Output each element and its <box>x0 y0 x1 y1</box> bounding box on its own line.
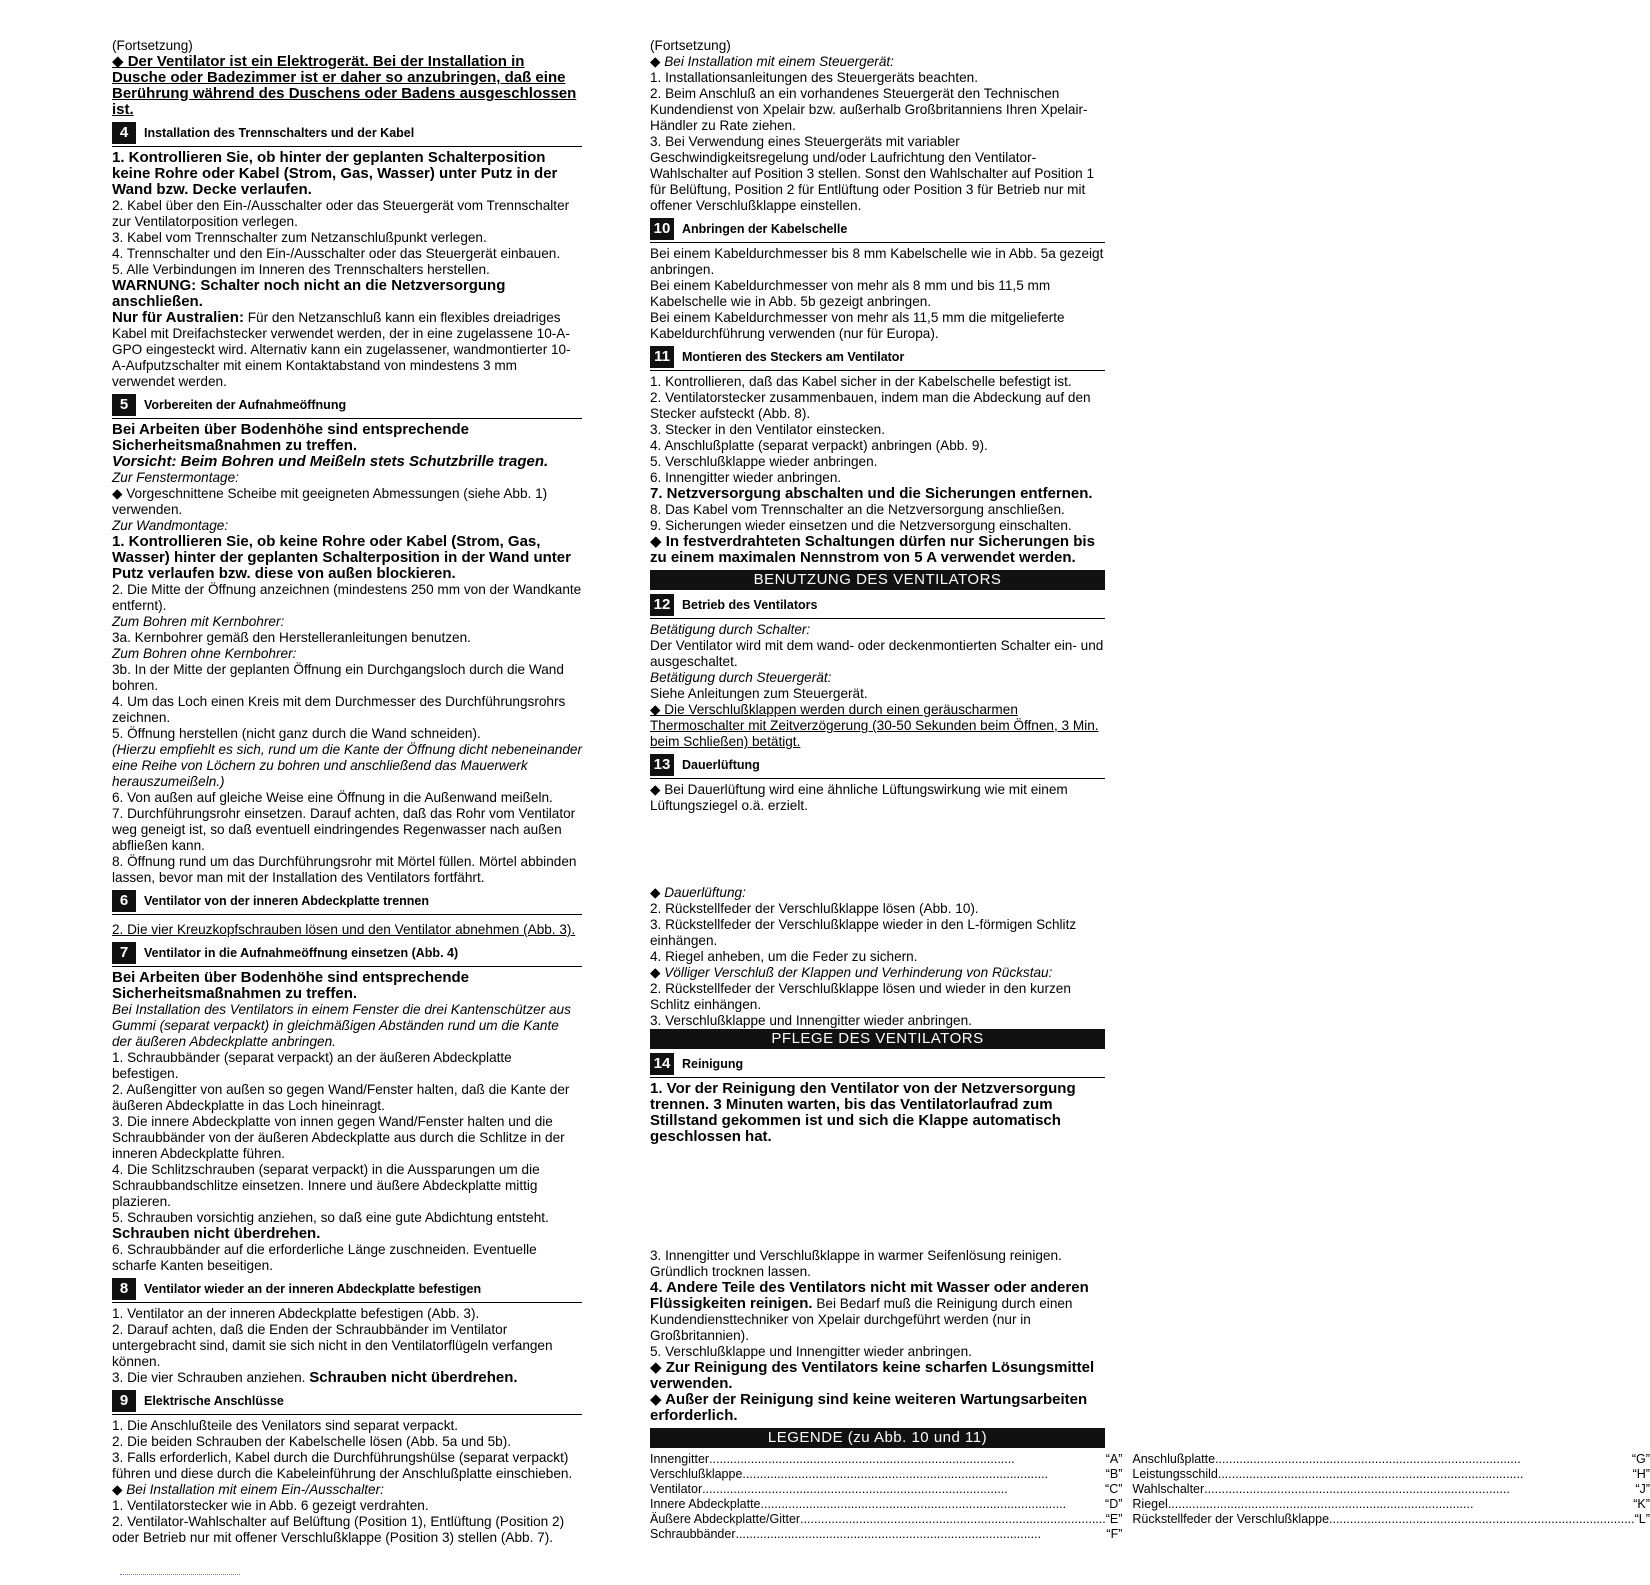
step-text: 3. Rückstellfeder der Verschlußklappe wieder in den L-förmigen Schlitz einhängen. <box>650 917 1077 948</box>
legend-item-code: “G” <box>1631 1452 1650 1466</box>
section-number: 13 <box>650 754 674 776</box>
step-text: 3b. In der Mitte der geplanten Öffnung ein Durchgangsloch durch die Wand bohren. <box>112 662 564 693</box>
step-text: 4. Um das Loch einen Kreis mit dem Durchmesser des Durchführungsrohrs zeichnen. <box>112 694 566 725</box>
step-text: 8. Öffnung rund um das Durchführungsrohr mit Mörtel füllen. Mörtel abbinden lassen, bevor man mit der Installation des Ventilators fortfährt. <box>112 854 577 885</box>
legend-item-name: Schraubbänder <box>650 1527 736 1541</box>
legend-item-name: Verschlußklappe <box>650 1467 743 1481</box>
legend-item-code: “J” <box>1635 1482 1650 1496</box>
legend-dot-leader <box>1215 1452 1632 1467</box>
section-title: Anbringen der Kabelschelle <box>682 222 848 236</box>
step-text: 3. Stecker in den Ventilator einstecken. <box>650 422 886 437</box>
legend-item-code: “H” <box>1632 1467 1650 1481</box>
australia-label: Nur für Australien: <box>112 309 244 326</box>
legend-dot-leader <box>1329 1512 1635 1527</box>
step-text: 5. Schrauben vorsichtig anziehen, so daß eine gute Abdichtung entsteht. <box>112 1210 549 1225</box>
step-text: 2. Rückstellfeder der Verschlußklappe lösen und wieder in den kurzen Schlitz einhängen. <box>650 981 1071 1012</box>
legend-dot-leader <box>735 1527 1106 1542</box>
subheading: ◆ Bei Installation mit einem Steuergerät: <box>650 54 894 69</box>
section-11-header <box>650 346 1105 371</box>
step-text: ◆ Bei Dauerlüftung wird eine ähnliche Lüftungswirkung wie mit einem Lüftungsziegel o.ä. erzielt. <box>650 782 1068 813</box>
section-number: 4 <box>112 122 136 144</box>
subheading: Betätigung durch Schalter: <box>650 622 811 637</box>
step-text: 2. Außengitter von außen so gegen Wand/Fenster halten, daß die Kante der äußeren Abdeckplatte in das Loch hineinragt. <box>112 1082 570 1113</box>
step-text <box>650 1280 1105 1344</box>
step-text: 2. Beim Anschluß an ein vorhandenes Steuergerät den Technischen Kundendienst von Xpelair bzw. außerhalb Großbritanniens Ihren Xpelair-Händler zu Rate ziehen. <box>650 86 1088 133</box>
legend-item <box>1132 1512 1650 1527</box>
step-text: 2. Die Mitte der Öffnung anzeichnen (mindestens 250 mm von der Wandkante entfernt). <box>112 582 582 613</box>
step-text: 6. Innengitter wieder anbringen. <box>650 470 842 485</box>
legend-banner: LEGENDE (zu Abb. 10 und 11) <box>650 1428 1105 1448</box>
section-12-header <box>650 594 1105 619</box>
warning-text: 1. Vor der Reinigung den Ventilator von der Netzversorgung trennen. 3 Minuten warten, bis das Ventilatorlaufrad zum Stillstand gekommen ist und sich die Klappe automatisch geschlossen hat. <box>650 1080 1076 1145</box>
section-number: 14 <box>650 1053 674 1075</box>
step-text: 1. Installationsanleitungen des Steuergeräts beachten. <box>650 70 978 85</box>
section-4-header <box>112 122 582 147</box>
step-text: 1. Die Anschlußteile des Venilators sind separat verpackt. <box>112 1418 459 1433</box>
australia-note <box>112 310 582 390</box>
section-7-header <box>112 942 582 967</box>
hint-text: Bei Installation des Ventilators in einem Fenster die drei Kantenschützer aus Gummi (separat verpackt) in gleichmäßigen Abständen rund um die Kante der äußeren Abdeckplatte anbringen. <box>112 1002 571 1049</box>
section-number: 11 <box>650 346 674 368</box>
section-title: Reinigung <box>682 1057 744 1071</box>
subheading: ◆ Völliger Verschluß der Klappen und Verhinderung von Rückstau: <box>650 965 1053 980</box>
step-text: 5. Verschlußklappe und Innengitter wieder anbringen. <box>650 1344 972 1359</box>
step-text: 2. Ventilator-Wahlschalter auf Belüftung (Position 1), Entlüftung (Position 2) oder Betrieb nur mit offener Verschlußklappe (Position 3) stellen (Abb. 7). <box>112 1514 565 1545</box>
legend-item-name: Riegel <box>1132 1497 1168 1511</box>
legend-item-code: “E” <box>1105 1512 1123 1526</box>
section-title: Betrieb des Ventilators <box>682 598 818 612</box>
section-title: Dauerlüftung <box>682 758 760 772</box>
legend-item-code: “C” <box>1105 1482 1123 1496</box>
step-text: 1. Kontrollieren, daß das Kabel sicher in der Kabelschelle befestigt ist. <box>650 374 1072 389</box>
legend-item-name: Innengitter <box>650 1452 710 1466</box>
section-number: 9 <box>112 1390 136 1412</box>
step-text: 4. Die Schlitzschrauben (separat verpackt) in die Aussparungen um die Schraubbandschlitze einsetzen. Innere und äußere Abdeckplatte mittig plazieren. <box>112 1162 540 1209</box>
legend-item <box>650 1512 1122 1527</box>
step-part: Bei Bedarf muß die Reinigung durch einen Kundendiensttechniker von Xpelair durchgeführt werden (nur in Großbritannien). <box>650 1296 1073 1343</box>
legend-item <box>1132 1482 1650 1497</box>
section-banner: BENUTZUNG DES VENTILATORS <box>650 570 1105 590</box>
step-text: 7. Durchführungsrohr einsetzen. Darauf achten, daß das Rohr vom Ventilator weg geneigt ist, so daß eventuell eindringendes Regenwasser nach außen abfließen kann. <box>112 806 576 853</box>
legend-dot-leader <box>1168 1497 1633 1512</box>
legend-dot-leader <box>800 1512 1106 1527</box>
step-text: 6. Schraubbänder auf die erforderliche Länge zuschneiden. Eventuelle scharfe Kanten beseitigen. <box>112 1242 537 1273</box>
subheading: Zur Fenstermontage: <box>112 470 239 485</box>
section-title: Vorbereiten der Aufnahmeöffnung <box>144 398 347 412</box>
legend-item-code: “L” <box>1634 1512 1650 1526</box>
step-text: 2. Die beiden Schrauben der Kabelschelle lösen (Abb. 5a und 5b). <box>112 1434 512 1449</box>
step-text: 4. Anschlußplatte (separat verpackt) anbringen (Abb. 9). <box>650 438 988 453</box>
legend-item-code: “K” <box>1633 1497 1650 1511</box>
legend-item-code: “A” <box>1105 1452 1123 1466</box>
step-text: 5. Alle Verbindungen im Inneren des Trennschalters herstellen. <box>112 262 490 277</box>
step-text: Siehe Anleitungen zum Steuergerät. <box>650 686 868 701</box>
right-column-top <box>650 38 1105 814</box>
legend-item-name: Wahlschalter <box>1132 1482 1205 1496</box>
section-title: Ventilator wieder an der inneren Abdeckplatte befestigen <box>144 1282 482 1296</box>
legend-item <box>650 1497 1122 1512</box>
step-text: 3. Innengitter und Verschlußklappe in warmer Seifenlösung reinigen. Gründlich trocknen lassen. <box>650 1248 1062 1279</box>
note-text: ◆ Die Verschlußklappen werden durch einen geräuscharmen Thermoschalter mit Zeitverzögerung (30-50 Sekunden beim Öffnen, 3 Min. beim Schließen) betätigt. <box>650 702 1099 749</box>
warning-paragraph: ◆ Der Ventilator ist ein Elektrogerät. Bei der Installation in Dusche oder Badezimmer ist er daher so anzubringen, daß eine Berührung während des Duschens oder Badens ausgeschlossen ist. <box>112 53 577 118</box>
step-text: 1. Kontrollieren Sie, ob hinter der geplanten Schalterposition keine Rohre oder Kabel (Strom, Gas, Wasser) unter Putz in der Wand bzw. Decke verlaufen. <box>112 149 558 198</box>
legend-item-name: Äußere Abdeckplatte/Gitter <box>650 1512 801 1526</box>
step-text: 2. Kabel über den Ein-/Ausschalter oder das Steuergerät vom Trennschalter zur Ventilatorposition verlegen. <box>112 198 570 229</box>
legend-item <box>1132 1467 1650 1482</box>
legend-item-code: “F” <box>1106 1527 1123 1541</box>
legend-dot-leader <box>1218 1467 1633 1482</box>
section-14-header <box>650 1053 1105 1078</box>
legend-item <box>650 1467 1122 1482</box>
legend-item-code: “B” <box>1105 1467 1123 1481</box>
step-text: 5. Verschlußklappe wieder anbringen. <box>650 454 878 469</box>
step-text: 6. Von außen auf gleiche Weise eine Öffnung in die Außenwand meißeln. <box>112 790 553 805</box>
section-title: Installation des Trennschalters und der Kabel <box>144 126 415 140</box>
step-text: 2. Rückstellfeder der Verschlußklappe lösen (Abb. 10). <box>650 901 979 916</box>
section-number: 10 <box>650 218 674 240</box>
warning-text: 7. Netzversorgung abschalten und die Sicherungen entfernen. <box>650 485 1093 502</box>
step-text: 1. Ventilatorstecker wie in Abb. 6 gezeigt verdrahten. <box>112 1498 429 1513</box>
step-text: 9. Sicherungen wieder einsetzen und die Netzversorgung einschalten. <box>650 518 1072 533</box>
legend-item-name: Rückstellfeder der Verschlußklappe <box>1132 1512 1330 1526</box>
right-column-cleaning <box>650 1248 1650 1542</box>
step-text: 3. Falls erforderlich, Kabel durch die Durchführungshülse (separat verpackt) führen und diese durch die Kabeleinführung der Anschlußplatte einschieben. <box>112 1450 573 1481</box>
subheading: Zum Bohren mit Kernbohrer: <box>112 614 285 629</box>
step-text: 3. Bei Verwendung eines Steuergeräts mit variabler Geschwindigkeitsregelung und/oder Laufrichtung den Ventilator-Wahlschalter auf Position 3 stellen. Sonst den Wahlschalter auf Position 1 für Belüftung, Position 2 für Entlüftung oder Position 3 für Betrieb nur mit offener Verschlußklappe einstellen. <box>650 134 1095 213</box>
step-text <box>112 1370 582 1386</box>
legend-item <box>650 1482 1122 1497</box>
step-text: 1. Schraubbänder (separat verpackt) an der äußeren Abdeckplatte befestigen. <box>112 1050 512 1081</box>
section-number: 8 <box>112 1278 136 1300</box>
section-title: Ventilator in die Aufnahmeöffnung einsetzen (Abb. 4) <box>144 946 459 960</box>
section-number: 5 <box>112 394 136 416</box>
legend-item-name: Leistungsschild <box>1132 1467 1218 1481</box>
section-9-header <box>112 1390 582 1415</box>
section-8-header <box>112 1278 582 1303</box>
step-text: 3a. Kernbohrer gemäß den Herstelleranleitungen benutzen. <box>112 630 471 645</box>
step-text: 2. Ventilatorstecker zusammenbauen, indem man die Abdeckung auf den Stecker aufsteckt (Abb. 8). <box>650 390 1091 421</box>
step-text: 4. Riegel anheben, um die Feder zu sichern. <box>650 949 918 964</box>
warning-text: ◆ Zur Reinigung des Ventilators keine scharfen Lösungsmittel verwenden. <box>650 1359 1095 1392</box>
right-column-bottom <box>650 885 1105 1145</box>
step-text: 4. Trennschalter und den Ein-/Ausschalter oder das Steuergerät einbauen. <box>112 246 561 261</box>
hint-text: (Hierzu empfiehlt es sich, rund um die Kante der Öffnung dicht nebeneinander eine Reihe von Löchern zu bohren und anschließend das Mauerwerk herauszumeißeln.) <box>112 742 583 789</box>
section-5-header <box>112 394 582 419</box>
warning-part: 4. Andere Teile des Ventilators nicht mit Wasser oder anderen Flüssigkeiten reinigen. <box>650 1279 1089 1312</box>
legend-item <box>1132 1452 1650 1467</box>
step-text: Der Ventilator wird mit dem wand- oder deckenmontierten Schalter ein- und ausgeschaltet. <box>650 638 1104 669</box>
legend-item-code: “D” <box>1105 1497 1123 1511</box>
safety-text: Bei Arbeiten über Bodenhöhe sind entsprechende Sicherheitsmaßnahmen zu treffen. <box>112 421 469 454</box>
left-column-top <box>112 38 582 918</box>
section-6-header <box>112 890 582 915</box>
legend-dot-leader <box>1204 1482 1635 1497</box>
left-column-bottom <box>112 922 582 1546</box>
section-title: Elektrische Anschlüsse <box>144 1394 284 1408</box>
warning-text: ◆ In festverdrahteten Schaltungen dürfen nur Sicherungen bis zu einem maximalen Nennstrom von 5 A verwendet werden. <box>650 533 1095 566</box>
warning-part: Schrauben nicht überdrehen. <box>309 1369 518 1386</box>
subheading: Betätigung durch Steuergerät: <box>650 670 832 685</box>
step-text: Bei einem Kabeldurchmesser bis 8 mm Kabelschelle wie in Abb. 5a gezeigt anbringen. Bei einem Kabeldurchmesser von mehr als 8 mm und bis 11,5 mm Kabelschelle wie in Abb. 5b gezeigt anbringen. Bei einem Kabeldurchmesser von mehr als 11,5 mm die mitgelieferte Kabeldurchführung verwenden (nur für Europa). <box>650 246 1104 341</box>
legend-dot-leader <box>742 1467 1105 1482</box>
step-text: 1. Kontrollieren Sie, ob keine Rohre oder Kabel (Strom, Gas, Wasser) hinter der geplanten Schalterposition in der Wand unter Putz verlaufen bzw. diese von außen blockieren. <box>112 533 571 582</box>
warning-text: WARNUNG: Schalter noch nicht an die Netzversorgung anschließen. <box>112 277 506 310</box>
section-banner: PFLEGE DES VENTILATORS <box>650 1029 1105 1049</box>
safety-text: Bei Arbeiten über Bodenhöhe sind entsprechende Sicherheitsmaßnahmen zu treffen. <box>112 969 469 1002</box>
legend-list <box>650 1452 1650 1542</box>
section-title: Ventilator von der inneren Abdeckplatte trennen <box>144 894 430 908</box>
section-13-header <box>650 754 1105 779</box>
legend-item-name: Anschlußplatte <box>1132 1452 1216 1466</box>
step-text: 1. Ventilator an der inneren Abdeckplatte befestigen (Abb. 3). <box>112 1306 480 1321</box>
subheading: Zum Bohren ohne Kernbohrer: <box>112 646 297 661</box>
continuation-label: (Fortsetzung) <box>650 38 731 53</box>
legend-item-name: Innere Abdeckplatte <box>650 1497 761 1511</box>
legend-item <box>650 1527 1122 1542</box>
step-text: 2. Die vier Kreuzkopfschrauben lösen und den Ventilator abnehmen (Abb. 3). <box>112 922 576 937</box>
warning-text: Schrauben nicht überdrehen. <box>112 1225 321 1242</box>
section-number: 7 <box>112 942 136 964</box>
section-10-header <box>650 218 1105 243</box>
step-text: ◆ Vorgeschnittene Scheibe mit geeigneten Abmessungen (siehe Abb. 1) verwenden. <box>112 486 548 517</box>
subheading: ◆ Dauerlüftung: <box>650 885 746 900</box>
subheading: Zur Wandmontage: <box>112 518 229 533</box>
step-text: 3. Verschlußklappe und Innengitter wieder anbringen. <box>650 1013 972 1028</box>
step-text: 8. Das Kabel vom Trennschalter an die Netzversorgung anschließen. <box>650 502 1065 517</box>
step-part: 3. Die vier Schrauben anziehen. <box>112 1370 310 1385</box>
step-text: 2. Darauf achten, daß die Enden der Schraubbänder im Ventilator untergebracht sind, damit sie sich nicht in den Ventilatorflügeln verfangen können. <box>112 1322 553 1369</box>
section-title: Montieren des Steckers am Ventilator <box>682 350 905 364</box>
continuation-label: (Fortsetzung) <box>112 38 193 53</box>
step-text: 5. Öffnung herstellen (nicht ganz durch die Wand schneiden). <box>112 726 481 741</box>
caution-text: Vorsicht: Beim Bohren und Meißeln stets Schutzbrille tragen. <box>112 453 549 470</box>
legend-item-name: Ventilator <box>650 1482 703 1496</box>
legend-dot-leader <box>709 1452 1106 1467</box>
warning-text: ◆ Außer der Reinigung sind keine weiteren Wartungsarbeiten erforderlich. <box>650 1391 1088 1424</box>
legend-dot-leader <box>702 1482 1105 1497</box>
step-text: 3. Die innere Abdeckplatte von innen gegen Wand/Fenster halten und die Schraubbänder von der äußeren Abdeckplatte aus durch die Schlitze in der inneren Abdeckplatte führen. <box>112 1114 565 1161</box>
section-number: 6 <box>112 890 136 912</box>
legend-dot-leader <box>761 1497 1106 1512</box>
legend-item <box>650 1452 1122 1467</box>
australia-text: Für den Netzanschluß kann ein flexibles dreiadriges Kabel mit Dreifachstecker verwendet werden, der in eine zugelassene 10-A-GPO eingesteckt wird. Alternativ kann ein zugelassener, wandmontierter 10-A-Aufputzschalter mit einem Kontaktabstand von mindestens 3 mm verwendet werden. <box>112 310 571 389</box>
footer-line <box>120 1574 240 1575</box>
section-number: 12 <box>650 594 674 616</box>
subheading: ◆ Bei Installation mit einem Ein-/Ausschalter: <box>112 1482 384 1497</box>
legend-item <box>1132 1497 1650 1512</box>
step-text: 3. Kabel vom Trennschalter zum Netzanschlußpunkt verlegen. <box>112 230 487 245</box>
